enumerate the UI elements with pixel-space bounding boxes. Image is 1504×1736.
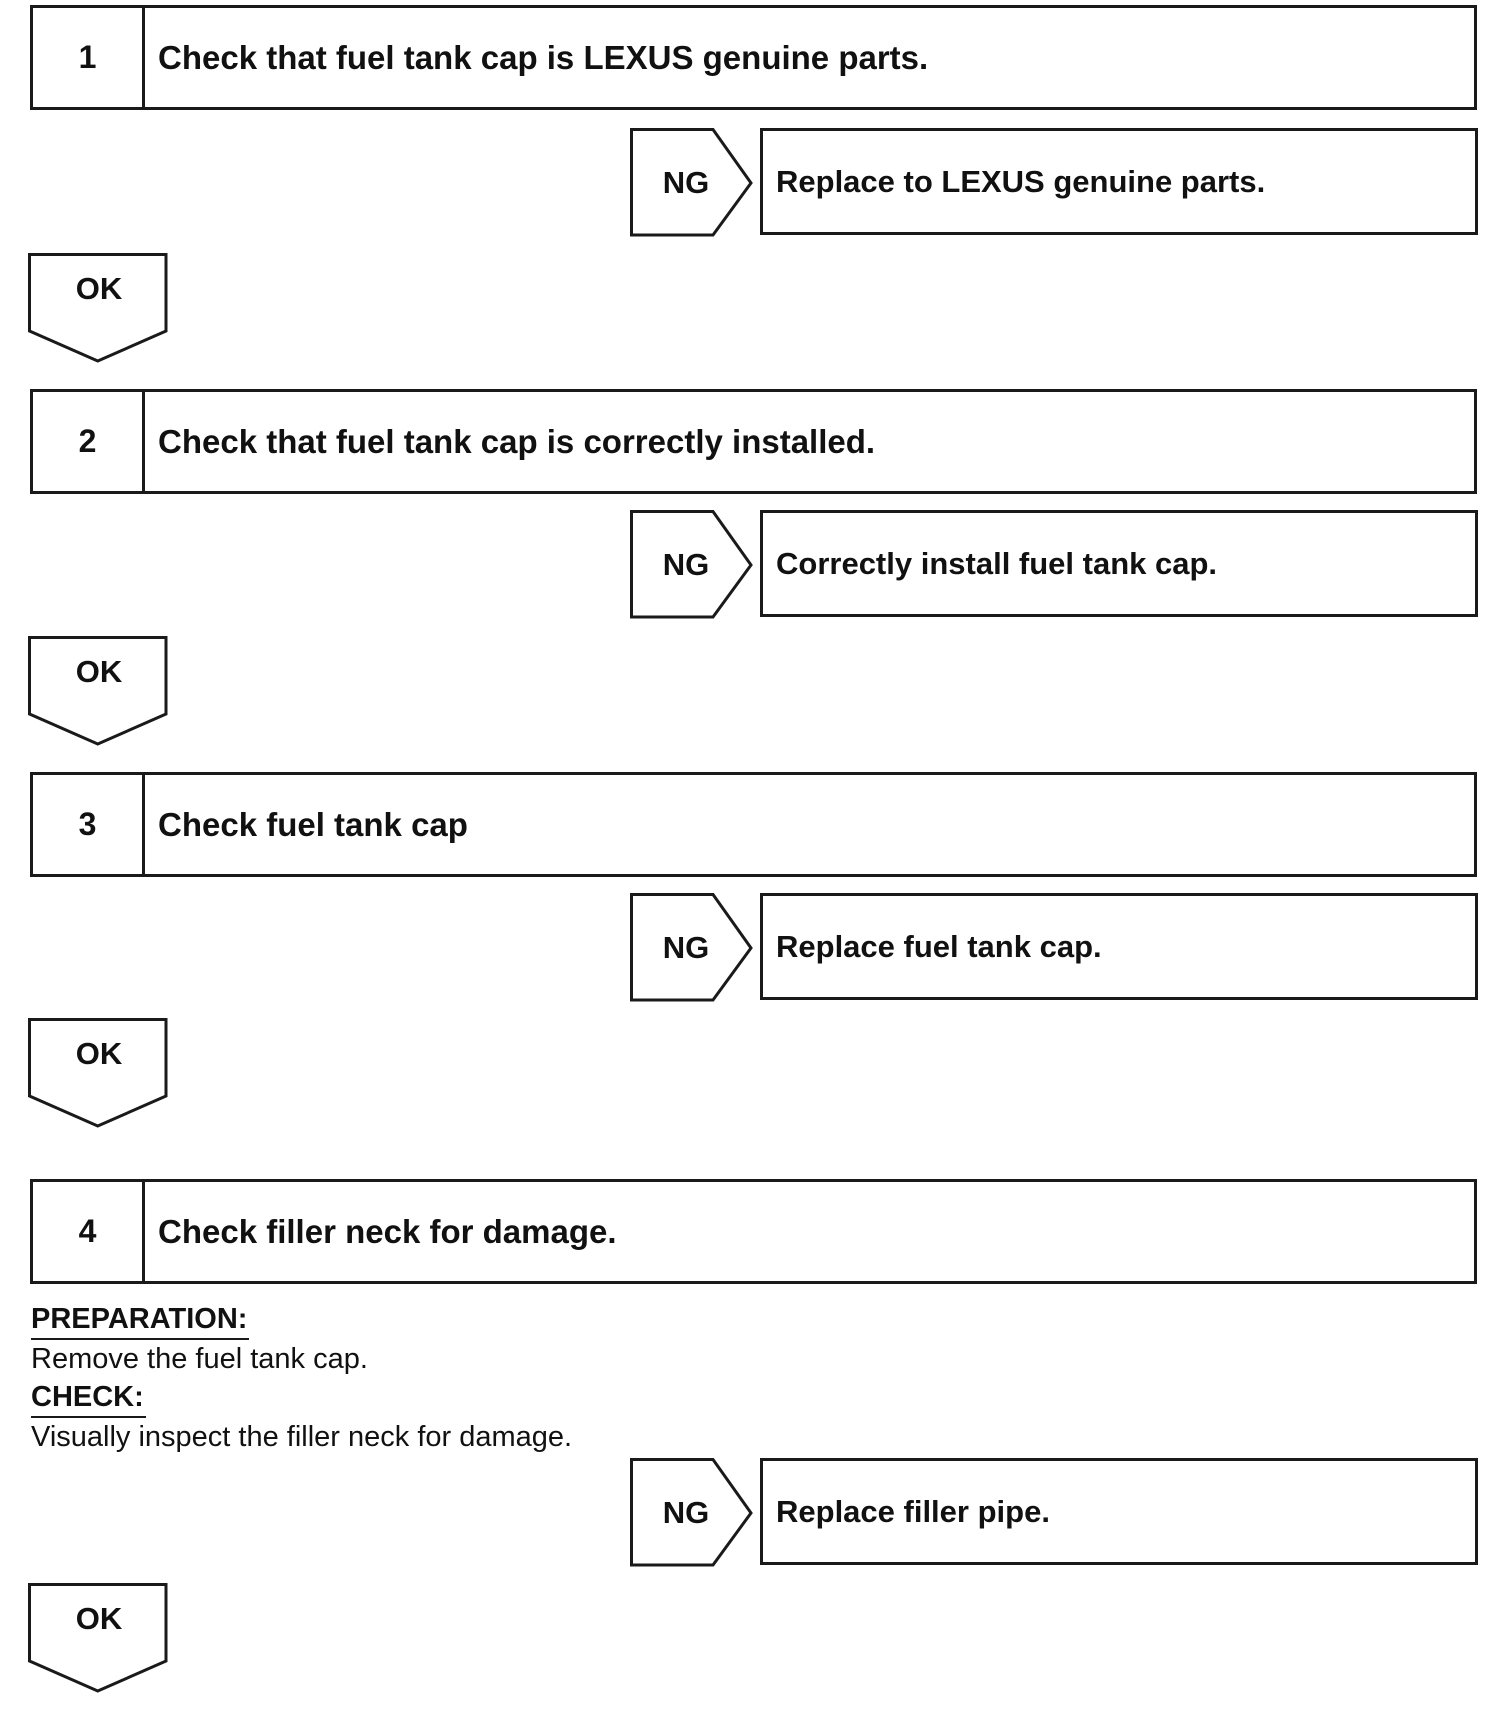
preparation-heading: PREPARATION:: [31, 1300, 249, 1340]
ok-branch-4: [28, 1583, 170, 1695]
ng-label: NG: [662, 165, 710, 200]
check-heading: CHECK:: [31, 1378, 146, 1418]
ng-branch-1: [630, 128, 1478, 238]
ng-branch-4: [630, 1458, 1478, 1568]
ng-label: NG: [662, 930, 710, 965]
step-4-notes: [31, 1300, 931, 1456]
step-title: Check fuel tank cap: [158, 805, 468, 843]
step-number: 3: [33, 775, 145, 874]
step-2-box: [30, 389, 1477, 494]
ok-branch-2: [28, 636, 170, 748]
ok-label: OK: [75, 1036, 123, 1071]
ng-action: Correctly install fuel tank cap.: [760, 510, 1478, 617]
step-4-box: [30, 1179, 1477, 1284]
ok-label: OK: [75, 654, 123, 689]
ng-branch-3: [630, 893, 1478, 1003]
ng-label: NG: [662, 547, 710, 582]
ok-arrow-down-icon: [28, 636, 170, 748]
ok-arrow-down-icon: [28, 1018, 170, 1130]
ok-branch-1: [28, 253, 170, 365]
ng-branch-2: [630, 510, 1478, 620]
ok-arrow-down-icon: [28, 1583, 170, 1695]
ng-label: NG: [662, 1495, 710, 1530]
ok-label: OK: [75, 271, 123, 306]
ok-arrow-down-icon: [28, 253, 170, 365]
preparation-text: Remove the fuel tank cap.: [31, 1343, 368, 1375]
step-title: Check that fuel tank cap is LEXUS genuine parts.: [158, 38, 929, 76]
step-1-box: [30, 5, 1477, 110]
ok-branch-3: [28, 1018, 170, 1130]
step-number: 2: [33, 392, 145, 491]
ng-action: Replace to LEXUS genuine parts.: [760, 128, 1478, 235]
ok-label: OK: [75, 1601, 123, 1636]
check-text: Visually inspect the filler neck for damage.: [31, 1421, 573, 1453]
ng-action: Replace fuel tank cap.: [760, 893, 1478, 1000]
step-number: 1: [33, 8, 145, 107]
step-title: Check that fuel tank cap is correctly installed.: [158, 422, 876, 460]
ng-action: Replace filler pipe.: [760, 1458, 1478, 1565]
step-3-box: [30, 772, 1477, 877]
step-number: 4: [33, 1182, 145, 1281]
step-title: Check filler neck for damage.: [158, 1212, 617, 1250]
